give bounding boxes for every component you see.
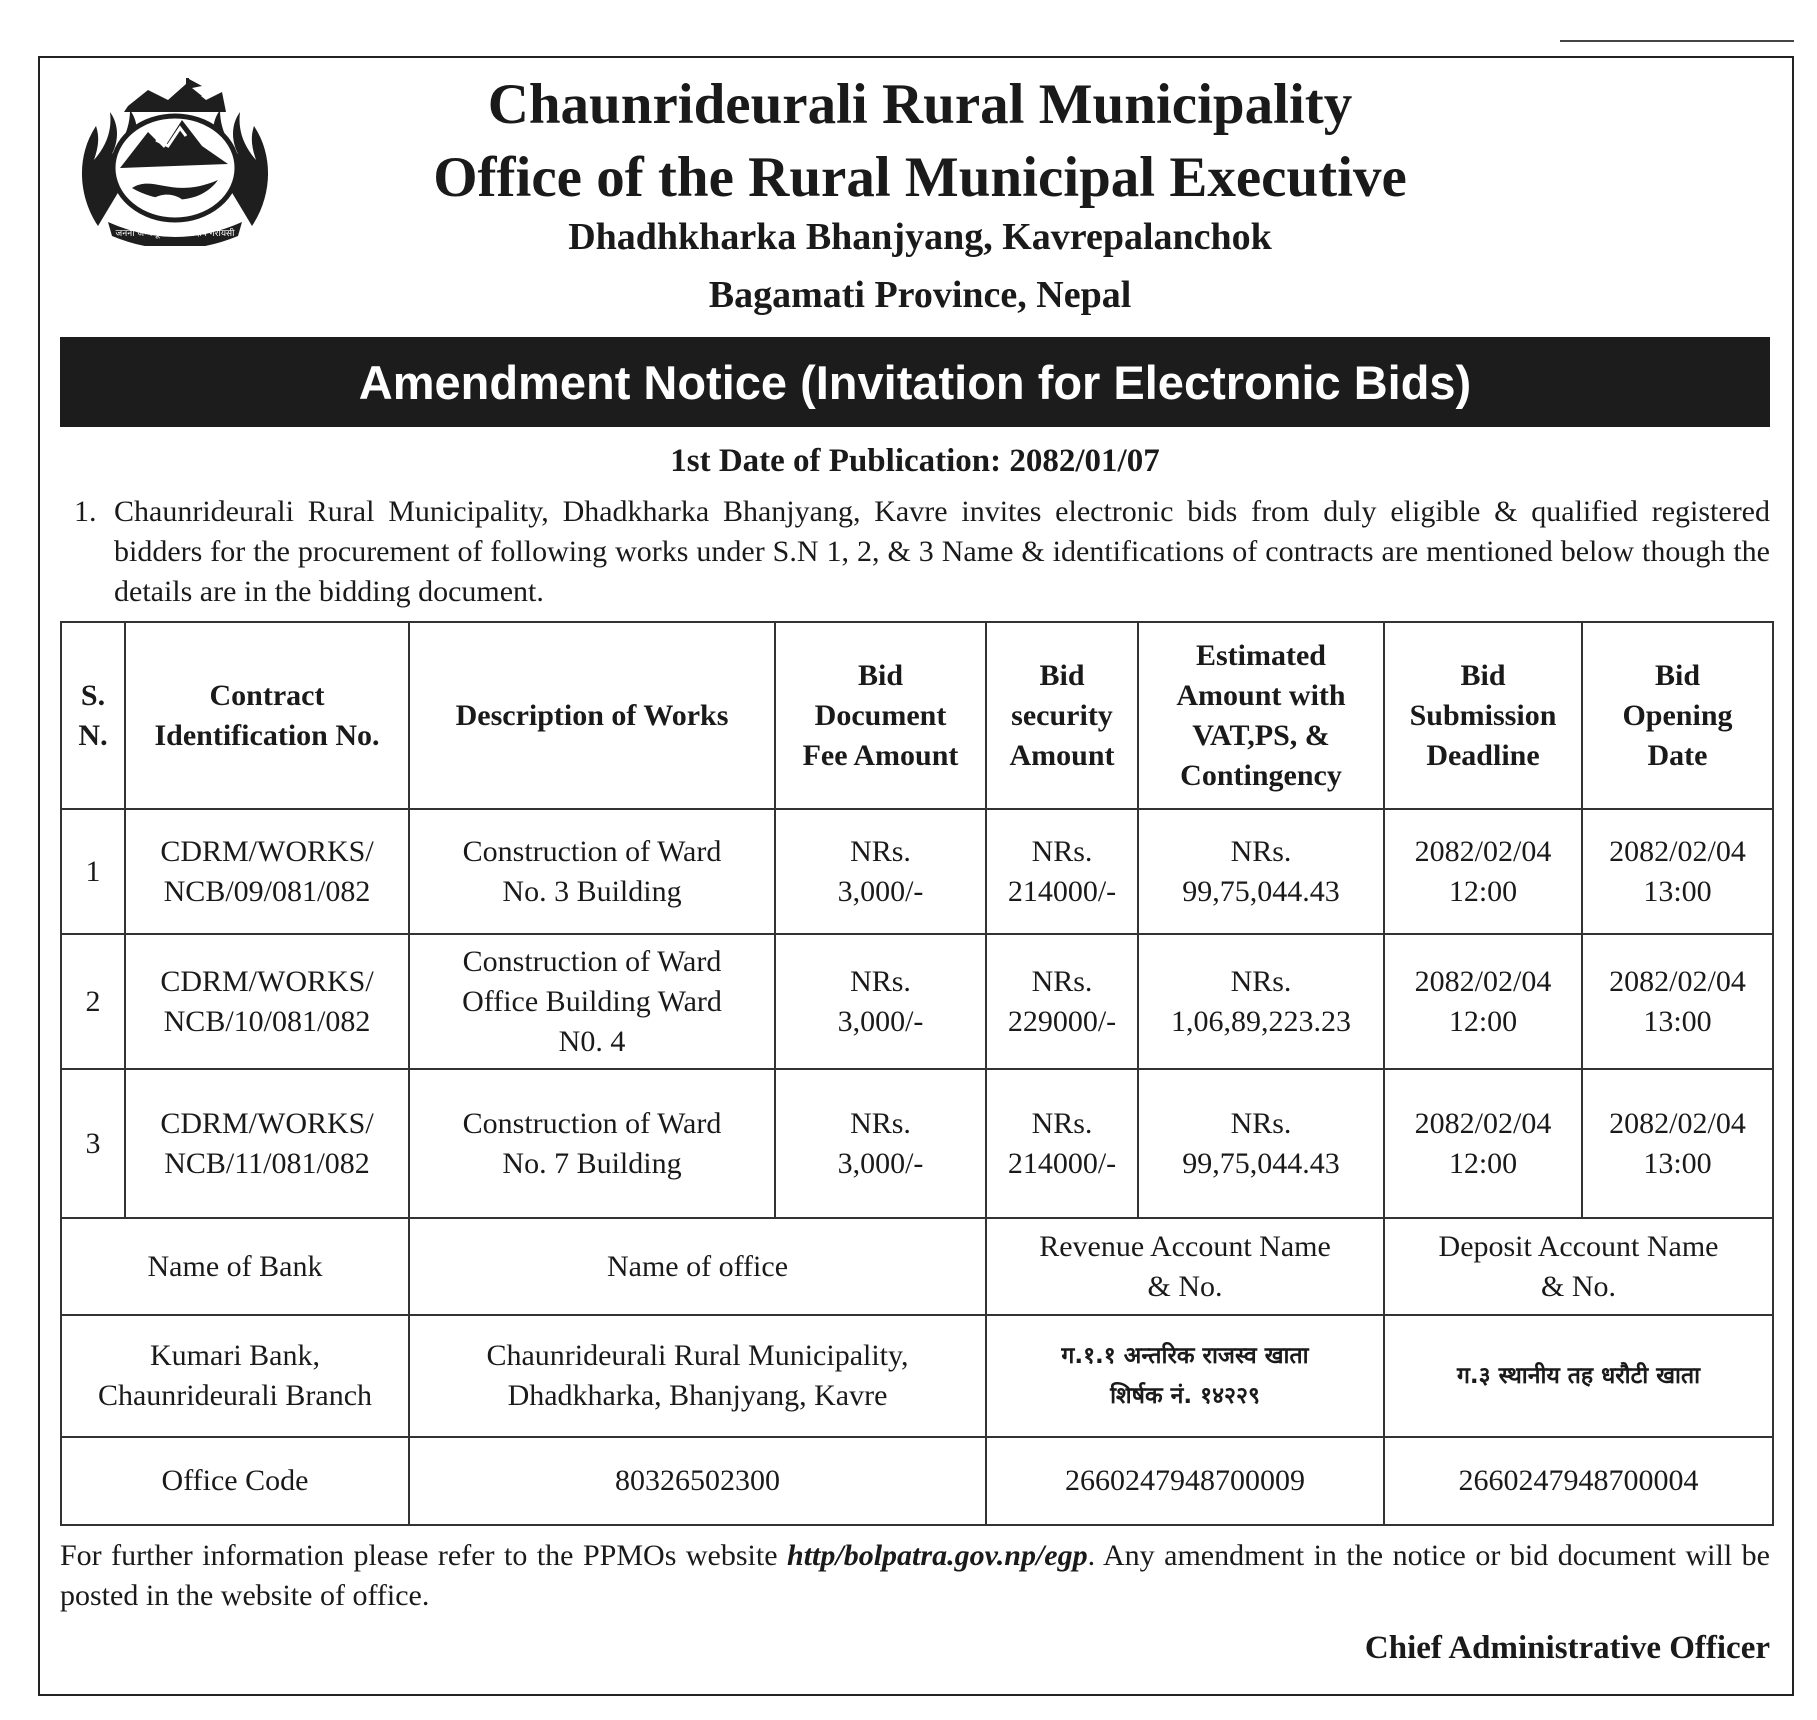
header-fee: Bid Document Fee Amount (775, 622, 986, 809)
header-sn: S. N. (61, 622, 125, 809)
table-header-row (61, 622, 1773, 809)
cell-sn: 2 (61, 934, 125, 1069)
deposit-account-name: ग.३ स्थानीय तह धरौटी खाता (1384, 1315, 1773, 1437)
notice-title-banner: Amendment Notice (Invitation for Electronic Bids) (60, 337, 1770, 427)
cell-estimated: NRs. 1,06,89,223.23 (1138, 934, 1384, 1069)
cell-deadline: 2082/02/04 12:00 (1384, 809, 1582, 934)
ppmo-website-link[interactable]: http/bolpatra.gov.np/egp (787, 1539, 1088, 1572)
cell-estimated: NRs. 99,75,044.43 (1138, 809, 1384, 934)
header-opening: Bid Opening Date (1582, 622, 1773, 809)
office-name-value: Chaunrideurali Rural Municipality, Dhadkharka, Bhanjyang, Kavre (409, 1315, 986, 1437)
cell-contract-id: CDRM/WORKS/ NCB/09/081/082 (125, 809, 409, 934)
cell-contract-id: CDRM/WORKS/ NCB/10/081/082 (125, 934, 409, 1069)
cell-opening: 2082/02/04 13:00 (1582, 1069, 1773, 1218)
cell-fee: NRs. 3,000/- (775, 934, 986, 1069)
office-code-row (61, 1437, 1773, 1525)
cell-fee: NRs. 3,000/- (775, 809, 986, 934)
deposit-account-number: 2660247948700004 (1384, 1437, 1773, 1525)
cell-opening: 2082/02/04 13:00 (1582, 809, 1773, 934)
paragraph-number: 1. (74, 495, 97, 528)
paragraph-text: Chaunrideurali Rural Municipality, Dhadkharka Bhanjyang, Kavre invites electronic bids from duly eligible & qualified registered bidders for the procurement of following works under S.N 1, 2, & 3 Name & identifications of contracts are mentioned below though the details are in the bidding document. (114, 495, 1770, 608)
label-office-code: Office Code (61, 1437, 409, 1525)
revenue-account-name: ग.१.१ अन्तरिक राजस्व खाता शिर्षक नं. १४२२९ (986, 1315, 1384, 1437)
cell-description: Construction of Ward Office Building Ward N0. 4 (409, 934, 775, 1069)
cell-sn: 3 (61, 1069, 125, 1218)
nepal-emblem-icon (68, 76, 282, 246)
cell-description: Construction of Ward No. 3 Building (409, 809, 775, 934)
office-code-value: 80326502300 (409, 1437, 986, 1525)
table-row (61, 809, 1773, 934)
revenue-account-number: 2660247948700009 (986, 1437, 1384, 1525)
label-deposit-account: Deposit Account Name & No. (1384, 1218, 1773, 1315)
cell-sn: 1 (61, 809, 125, 934)
label-name-of-office: Name of office (409, 1218, 986, 1315)
municipality-name: Chaunrideurali Rural Municipality (487, 73, 1353, 136)
cell-deadline: 2082/02/04 12:00 (1384, 934, 1582, 1069)
header-estimated: Estimated Amount with VAT,PS, & Contingency (1138, 622, 1384, 809)
header-security: Bid security Amount (986, 622, 1138, 809)
footer-note: For further information please refer to the PPMOs website http/bolpatra.gov.np/egp. Any amendment in the notice or bid document will be posted in the website of office. (60, 1539, 1771, 1612)
table-row (61, 1069, 1773, 1218)
cell-opening: 2082/02/04 13:00 (1582, 934, 1773, 1069)
province-country: Bagamati Province, Nepal (708, 274, 1132, 316)
table-row (61, 934, 1773, 1069)
cell-description: Construction of Ward No. 7 Building (409, 1069, 775, 1218)
signatory-title: Chief Administrative Officer (1364, 1630, 1770, 1666)
label-name-of-bank: Name of Bank (61, 1218, 409, 1315)
header-description: Description of Works (409, 622, 775, 809)
cell-fee: NRs. 3,000/- (775, 1069, 986, 1218)
office-address: Dhadhkharka Bhanjyang, Kavrepalanchok (568, 216, 1272, 258)
cell-security: NRs. 214000/- (986, 1069, 1138, 1218)
cell-estimated: NRs. 99,75,044.43 (1138, 1069, 1384, 1218)
office-name: Office of the Rural Municipal Executive (433, 146, 1407, 209)
cell-contract-id: CDRM/WORKS/ NCB/11/081/082 (125, 1069, 409, 1218)
frame-edge (1560, 40, 1794, 42)
cell-security: NRs. 214000/- (986, 809, 1138, 934)
cell-security: NRs. 229000/- (986, 934, 1138, 1069)
bank-name: Kumari Bank, Chaunrideurali Branch (61, 1315, 409, 1437)
svg-text:जननी जन्मभूमिश्च स्वर्गादपि गर: जननी जन्मभूमिश्च स्वर्गादपि गरीयसी (115, 229, 235, 239)
header-deadline: Bid Submission Deadline (1384, 622, 1582, 809)
bid-table (60, 621, 1774, 1526)
bank-header-row (61, 1218, 1773, 1315)
bank-details-row (61, 1315, 1773, 1437)
label-revenue-account: Revenue Account Name & No. (986, 1218, 1384, 1315)
header-contract-id: Contract Identification No. (125, 622, 409, 809)
publication-date: 1st Date of Publication: 2082/01/07 (670, 443, 1160, 479)
cell-deadline: 2082/02/04 12:00 (1384, 1069, 1582, 1218)
intro-paragraph (74, 492, 1770, 612)
